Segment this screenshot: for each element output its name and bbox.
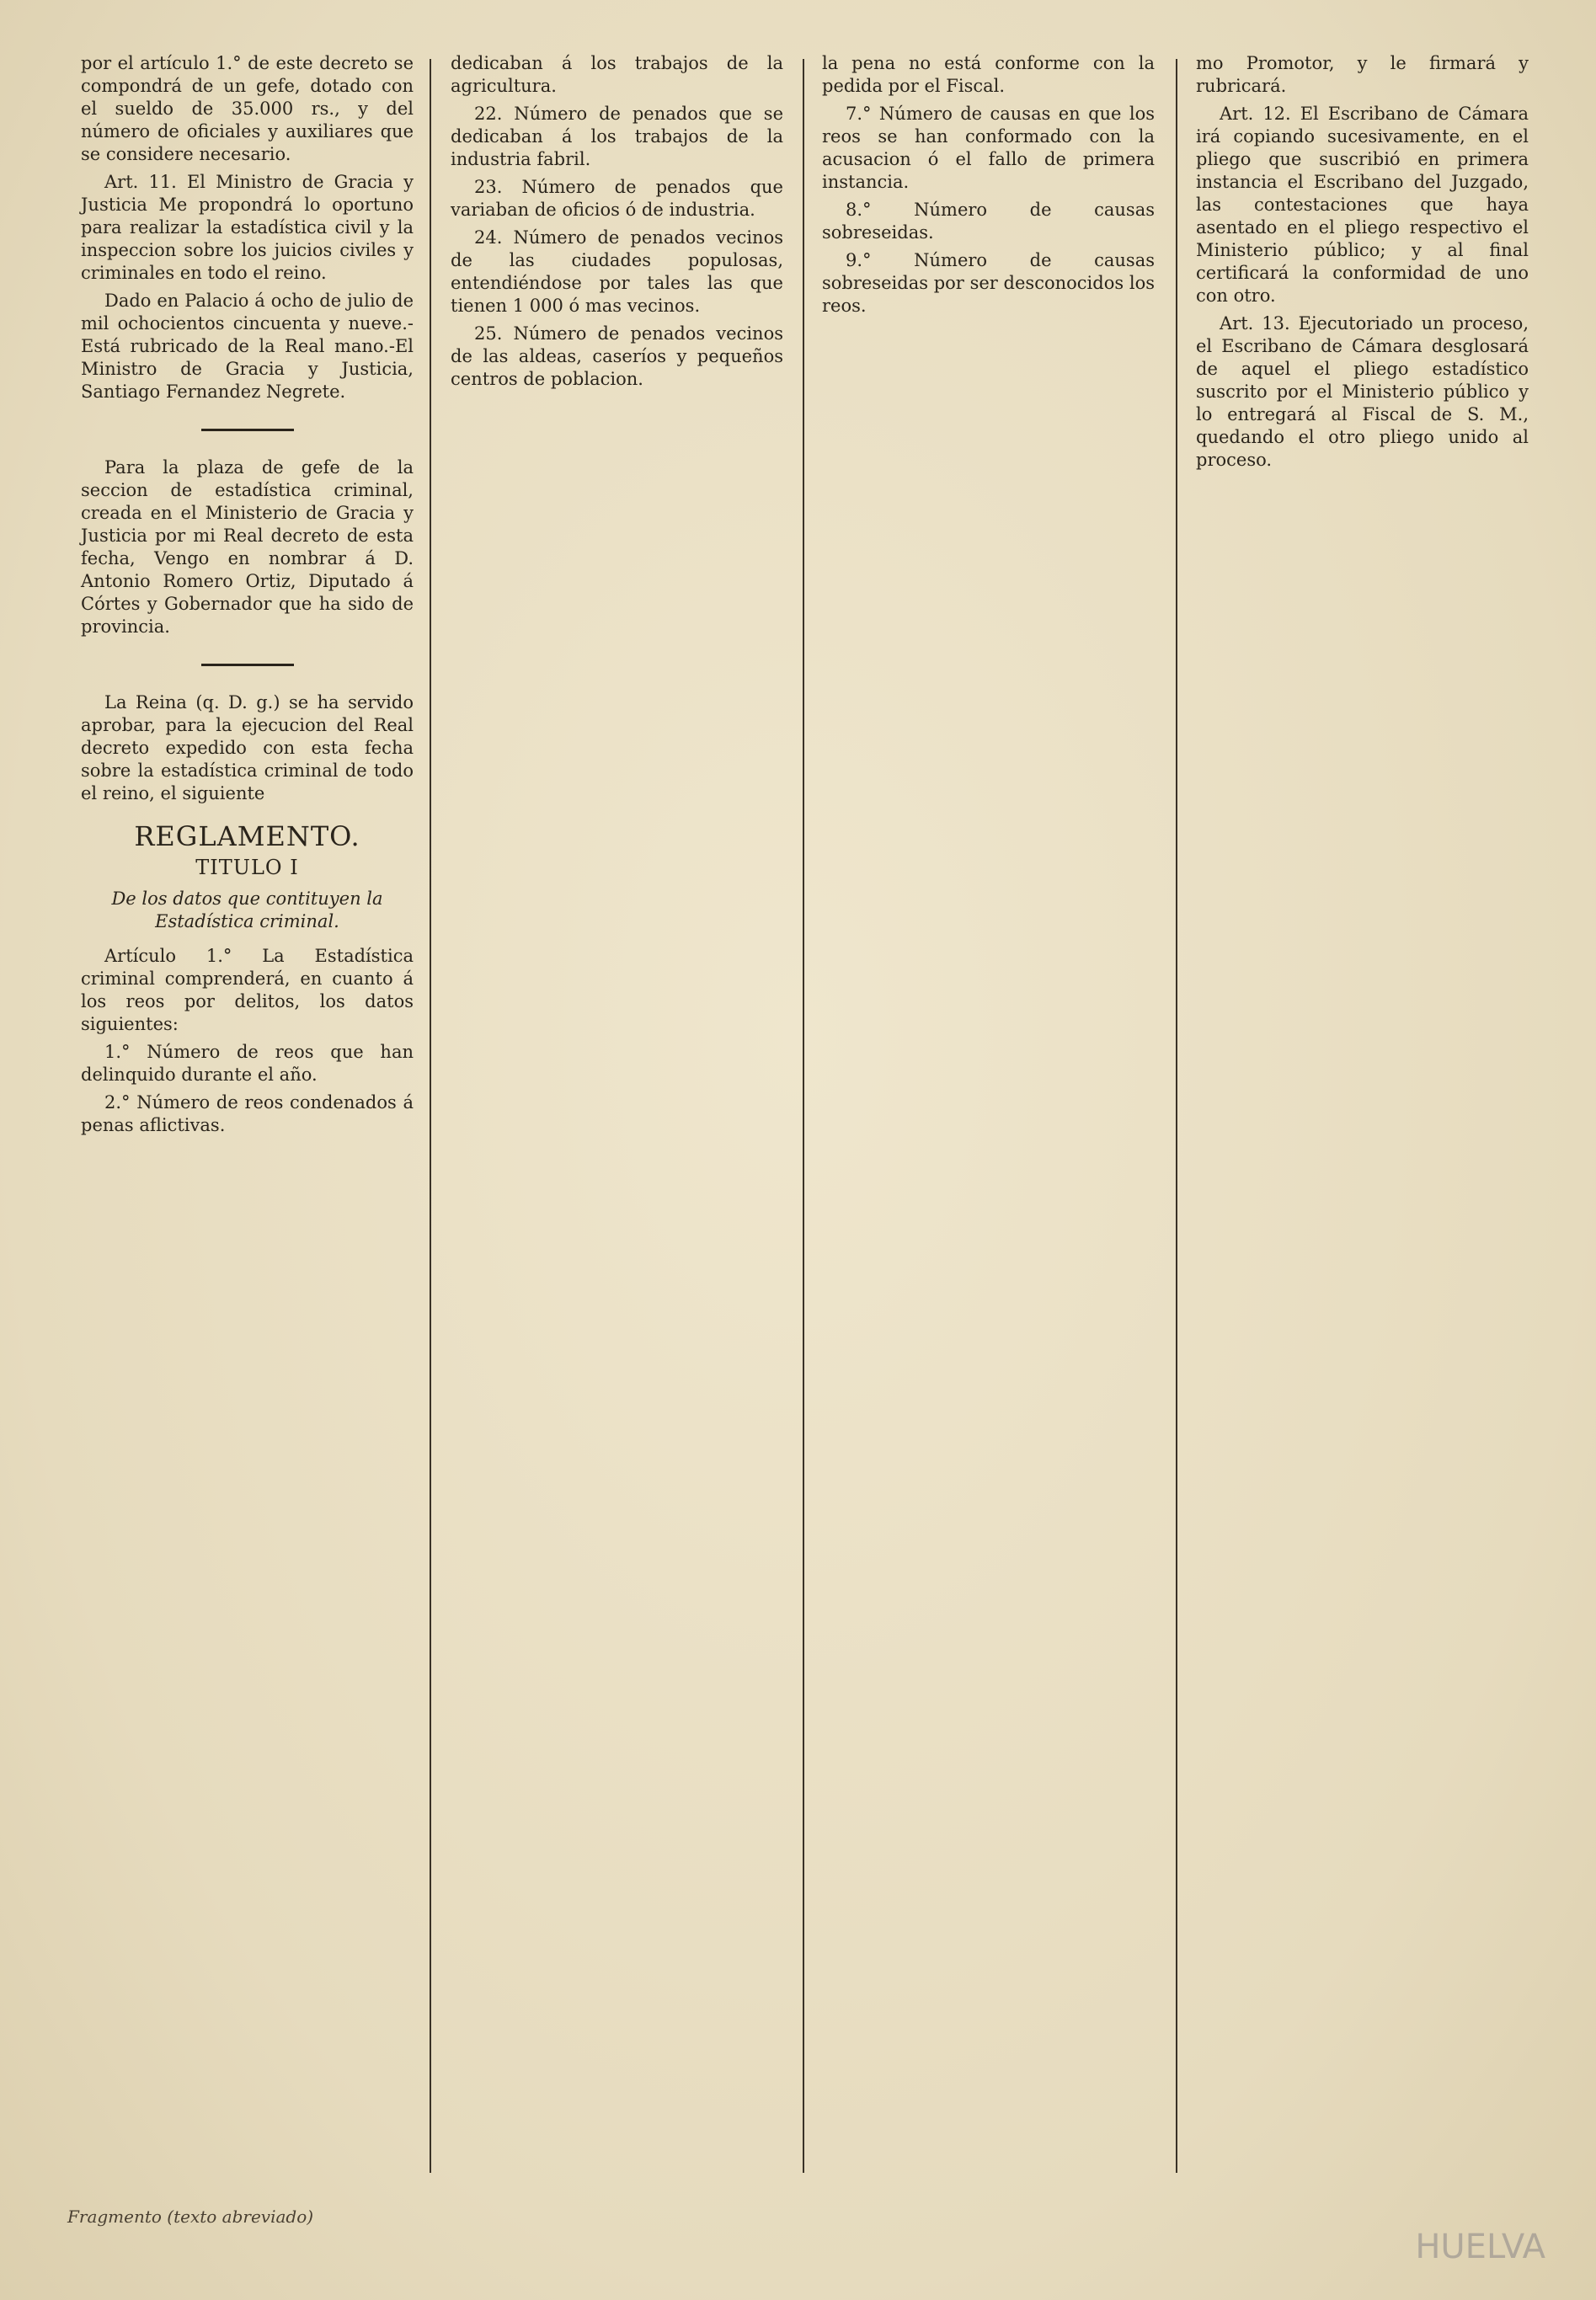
section-subtitle: De los datos que contituyen la Estadística criminal. [111,889,383,931]
paragraph: Artículo 1.° La Estadística criminal comprenderá, en cuanto á los reos por delitos, los datos siguientes: [81,946,414,1034]
heading-titulo: TITULO I [195,856,299,879]
column-rule [803,59,804,2173]
paragraph: Dado en Palacio á ocho de julio de mil ochocientos cincuenta y nueve.- Está rubricado de la Real mano.-El Ministro de Gracia y Justicia, Santiago Fernandez Negrete. [81,291,414,402]
paragraph: la pena no está conforme con la pedida por el Fiscal. [822,53,1155,96]
paragraph: Para la plaza de gefe de la seccion de estadística criminal, creada en el Ministerio de Gracia y Justicia por mi Real decreto de esta fecha, Vengo en nombrar á D. Antonio Romero Ortiz, Diputado á Córtes y Gobernador que ha sido de provincia. [81,457,414,637]
column-1 [81,52,414,1142]
paragraph: Art. 12. El Escribano de Cámara irá copiando sucesivamente, en el pliego que suscribió en primera instancia el Escribano del Juzgado, las contestaciones que haya asentado en el pliego respectivo el Ministerio público; y al final certificará la conformidad de uno con otro. [1196,104,1529,306]
column-4 [1196,52,1529,477]
heading-reglamento: REGLAMENTO. [134,820,360,852]
paragraph: 2.° Número de reos condenados á penas aflictivas. [81,1092,414,1135]
watermark-logo: HUELVA [1415,2228,1545,2266]
column-2 [451,52,783,396]
column-rule [430,59,431,2173]
paragraph: 7.° Número de causas en que los reos se han conformado con la acusacion ó el fallo de primera instancia. [822,104,1155,192]
paragraph: 1.° Número de reos que han delinquido durante el año. [81,1042,414,1085]
column-rule [1176,59,1177,2173]
column-3 [822,52,1155,323]
separator-rule [201,664,294,666]
paragraph: 22. Número de penados que se dedicaban á los trabajos de la industria fabril. [451,104,783,169]
separator-rule [201,429,294,431]
paragraph: 9.° Número de causas sobreseidas por ser desconocidos los reos. [822,250,1155,316]
paragraph: 24. Número de penados vecinos de las ciudades populosas, entendiéndose por tales las que tienen 1 000 ó mas vecinos. [451,227,783,316]
paragraph: La Reina (q. D. g.) se ha servido aprobar, para la ejecucion del Real decreto expedido con esta fecha sobre la estadística criminal de todo el reino, el siguiente [81,692,414,803]
paragraph: mo Promotor, y le firmará y rubricará. [1196,53,1529,96]
paragraph: Art. 13. Ejecutoriado un proceso, el Escribano de Cámara desglosará de aquel el pliego estadístico suscrito por el Ministerio público y lo entregará al Fiscal de S. M., quedando el otro pliego unido al proceso. [1196,313,1529,470]
excerpt-note: Fragmento (texto abreviado) [67,2207,314,2227]
paragraph: por el artículo 1.° de este decreto se compondrá de un gefe, dotado con el sueldo de 35.000 rs., y del número de oficiales y auxiliares que se considere necesario. [81,53,414,164]
paragraph: 23. Número de penados que variaban de oficios ó de industria. [451,177,783,220]
paragraph: 25. Número de penados vecinos de las aldeas, caseríos y pequeños centros de poblacion. [451,323,783,389]
paragraph: Art. 11. El Ministro de Gracia y Justicia Me propondrá lo oportuno para realizar la estadística civil y la inspeccion sobre los juicios civiles y criminales en todo el reino. [81,172,414,283]
paragraph: 8.° Número de causas sobreseidas. [822,200,1155,243]
paragraph: dedicaban á los trabajos de la agricultura. [451,53,783,96]
